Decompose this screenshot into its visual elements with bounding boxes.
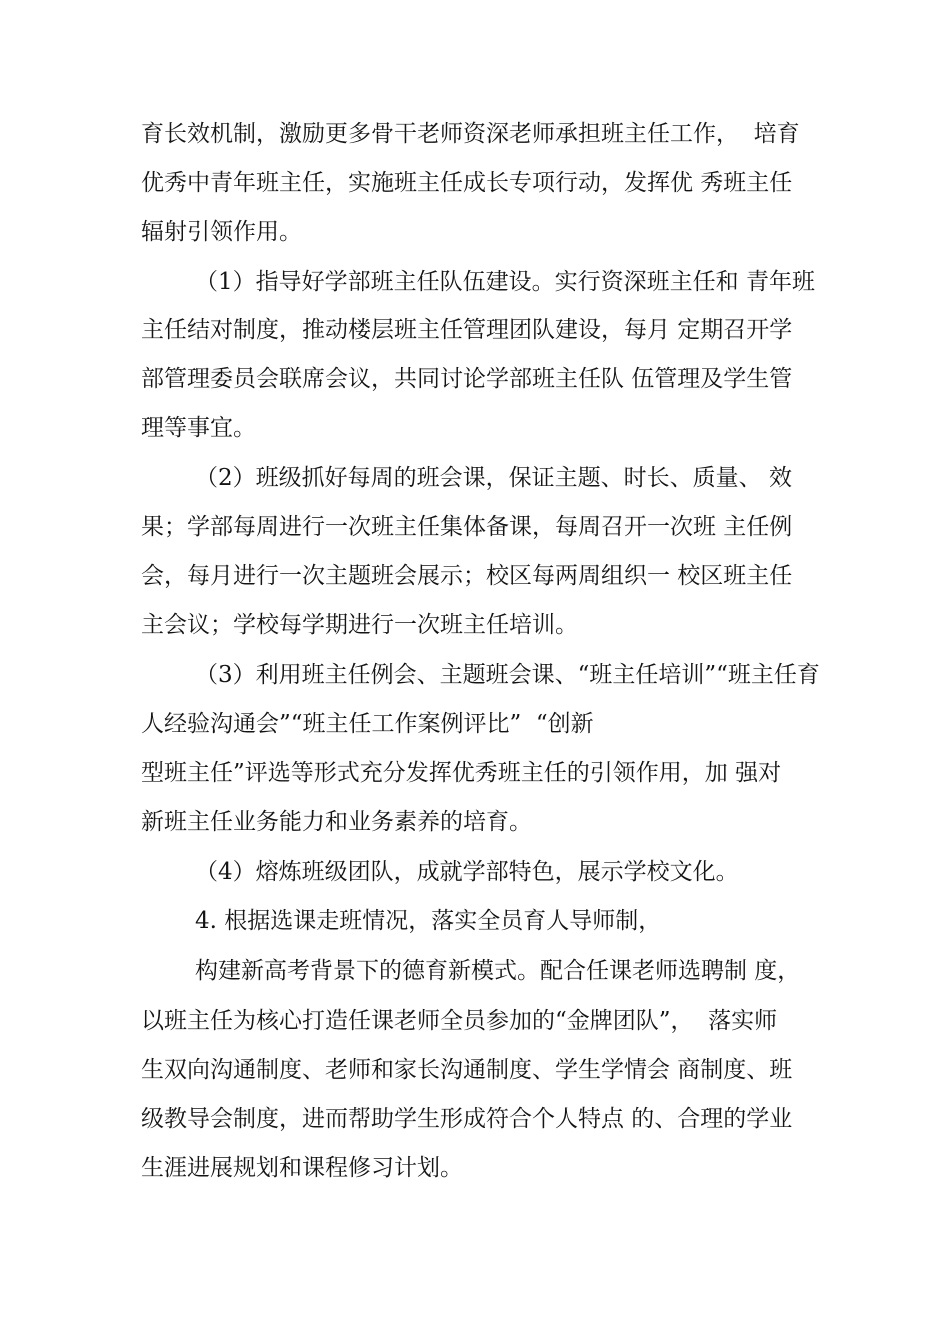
text-line: 人经验沟通会”“班主任工作案例评比” “创新	[141, 711, 594, 737]
text-line: （3）利用班主任例会、主题班会课、“班主任培训”“班主任育	[195, 662, 820, 688]
text-line: 果；学部每周进行一次班主任集体备课，每周召开一次班 主任例	[141, 514, 793, 540]
text-line: 构建新高考背景下的德育新模式。配合任课老师选聘制 度，	[195, 958, 801, 984]
text-line: 理等事宜。	[141, 415, 256, 441]
text-line: （2）班级抓好每周的班会课，保证主题、时长、质量、 效	[195, 465, 792, 491]
text-line: 型班主任”评选等形式充分发挥优秀班主任的引领作用，加 强对	[141, 760, 782, 786]
text-line: 育长效机制，激励更多骨干老师资深老师承担班主任工作， 培育	[141, 121, 800, 147]
text-line: （1）指导好学部班主任队伍建设。实行资深班主任和 青年班	[195, 269, 815, 295]
text-line: 4. 根据选课走班情况，落实全员育人导师制，	[195, 908, 662, 934]
text-line: 新班主任业务能力和业务素养的培育。	[141, 809, 532, 835]
text-line: 生涯进展规划和课程修习计划。	[141, 1155, 463, 1181]
text-line: （4）熔炼班级团队，成就学部特色，展示学校文化。	[195, 859, 739, 885]
text-line: 会，每月进行一次主题班会展示；校区每两周组织一 校区班主任	[141, 563, 793, 589]
text-line: 生双向沟通制度、老师和家长沟通制度、学生学情会 商制度、班	[141, 1057, 793, 1083]
text-line: 部管理委员会联席会议，共同讨论学部班主任队 伍管理及学生管	[141, 366, 793, 392]
text-line: 优秀中青年班主任，实施班主任成长专项行动，发挥优 秀班主任	[141, 170, 793, 196]
text-line: 主会议；学校每学期进行一次班主任培训。	[141, 612, 578, 638]
text-line: 以班主任为核心打造任课老师全员参加的“金牌团队”， 落实师	[141, 1008, 778, 1034]
text-line: 级教导会制度，进而帮助学生形成符合个人特点 的、合理的学业	[141, 1106, 793, 1132]
text-line: 主任结对制度，推动楼层班主任管理团队建设，每月 定期召开学	[141, 317, 793, 343]
text-line: 辐射引领作用。	[141, 219, 302, 245]
